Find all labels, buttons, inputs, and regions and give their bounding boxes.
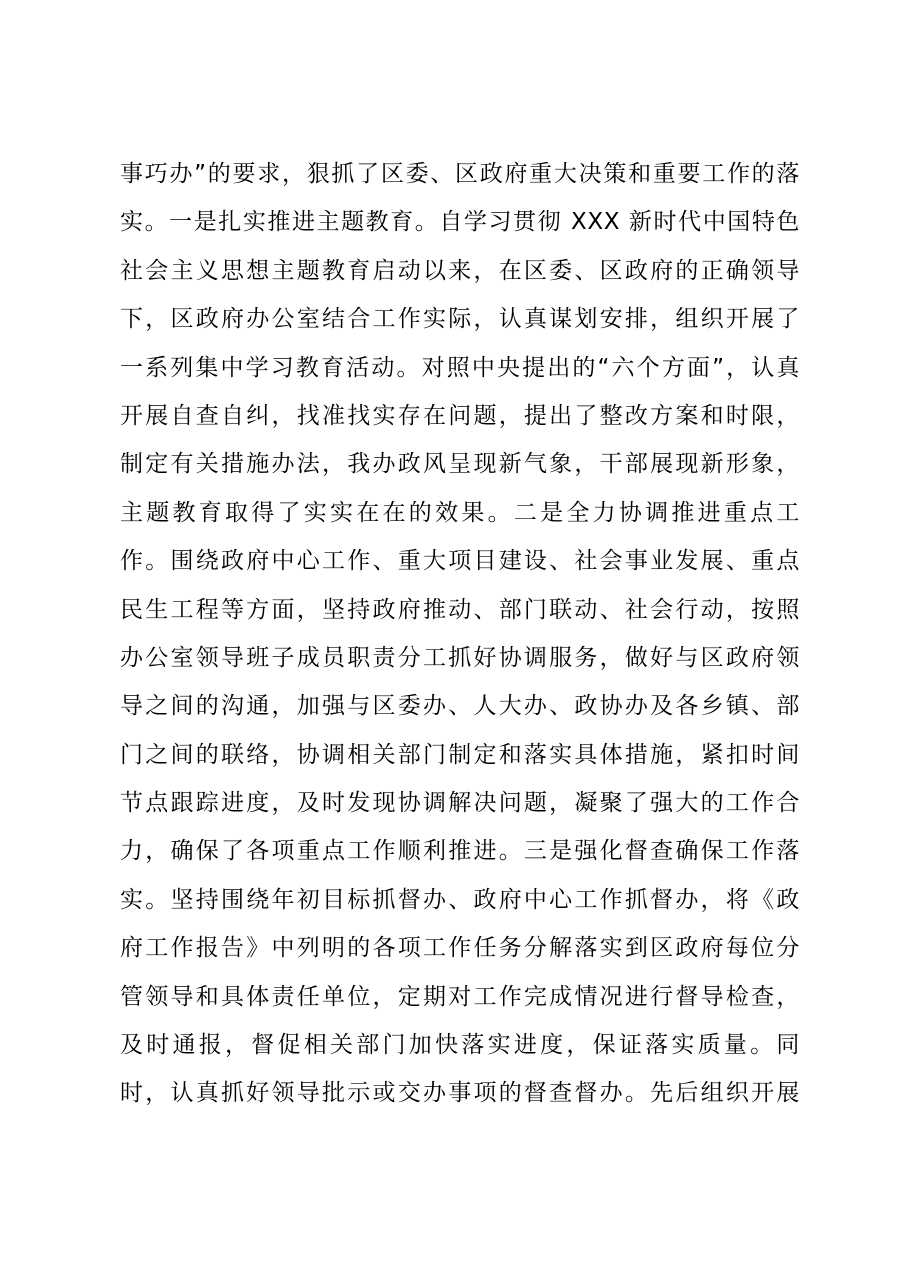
text-line: 办公室领导班子成员职责分工抓好协调服务，做好与区政府领 — [120, 644, 800, 671]
text-line: 府工作报告》中列明的各项工作任务分解落实到区政府每位分 — [120, 935, 800, 962]
text-line: 实。一是扎实推进主题教育。自学习贯彻 XXX 新时代中国特色 — [120, 209, 800, 236]
text-line: 一系列集中学习教育活动。对照中央提出的“六个方面”，认真 — [120, 354, 800, 381]
text-line: 时，认真抓好领导批示或交办事项的督查督办。先后组织开展 — [120, 1080, 800, 1107]
text-line: 作。围绕政府中心工作、重大项目建设、社会事业发展、重点 — [120, 548, 800, 575]
text-line: 门之间的联络，协调相关部门制定和落实具体措施，紧扣时间 — [120, 741, 800, 768]
text-line: 事巧办”的要求，狠抓了区委、区政府重大决策和重要工作的落 — [120, 161, 800, 187]
text-line: 开展自查自纠，找准找实存在问题，提出了整改方案和时限， — [120, 402, 800, 429]
text-line: 实。坚持围绕年初目标抓督办、政府中心工作抓督办，将《政 — [120, 886, 800, 913]
text-line: 导之间的沟通，加强与区委办、人大办、政协办及各乡镇、部 — [120, 693, 800, 720]
text-line: 及时通报，督促相关部门加快落实进度，保证落实质量。同 — [120, 1032, 800, 1059]
text-line: 节点跟踪进度，及时发现协调解决问题，凝聚了强大的工作合 — [120, 790, 800, 817]
text-line: 民生工程等方面，坚持政府推动、部门联动、社会行动，按照 — [120, 596, 800, 623]
text-line: 管领导和具体责任单位，定期对工作完成情况进行督导检查， — [120, 983, 800, 1010]
text-line: 制定有关措施办法，我办政风呈现新气象，干部展现新形象， — [120, 451, 800, 478]
text-line: 力，确保了各项重点工作顺利推进。三是强化督查确保工作落 — [120, 838, 800, 865]
text-line: 下，区政府办公室结合工作实际，认真谋划安排，组织开展了 — [120, 306, 800, 333]
text-line: 主题教育取得了实实在在的效果。二是全力协调推进重点工 — [120, 499, 800, 526]
body-paragraph — [120, 150, 800, 1118]
text-line: 社会主义思想主题教育启动以来，在区委、区政府的正确领导 — [120, 257, 800, 284]
